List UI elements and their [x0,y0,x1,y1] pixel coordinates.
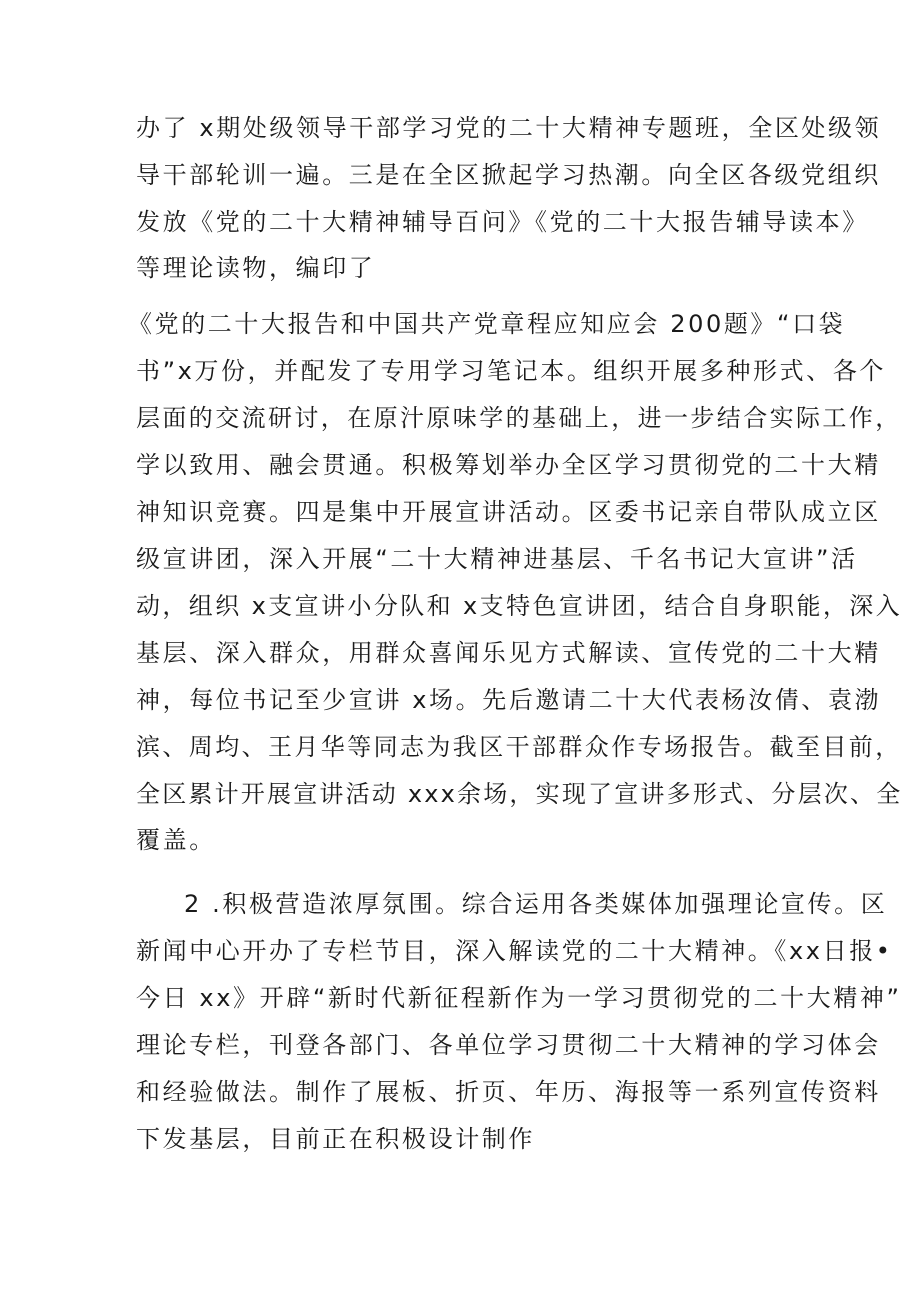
text-line-21: 和经验做法。制作了展板、折页、年历、海报等一系列宣传资料 [136,1078,881,1106]
text-line-16: 覆盖。 [136,826,216,854]
text-line-8: 学以致用、融会贯通。积极筹划举办全区学习贯彻党的二十大精 [136,451,881,479]
text-line-4: 等理论读物，编印了 [136,254,376,282]
text-line-5: 《党的二十大报告和中国共产党章程应知应会 200题》“口袋 [128,310,846,338]
text-line-11: 动，组织 x支宣讲小分队和 x支特色宣讲团，结合自身职能，深入 [136,592,903,620]
text-line-1: 办了 x期处级领导干部学习党的二十大精神专题班，全区处级领 [136,114,882,142]
text-line-14: 滨、周均、王月华等同志为我区干部群众作专场报告。截至目前， [136,733,902,761]
text-line-22: 下发基层，目前正在积极设计制作 [136,1125,535,1153]
text-line-17: 2 .积极营造浓厚氛围。综合运用各类媒体加强理论宣传。区 [184,890,888,918]
text-line-10: 级宣讲团，深入开展“二十大精神进基层、千名书记大宣讲”活 [136,545,858,573]
text-line-12: 基层、深入群众，用群众喜闻乐见方式解读、宣传党的二十大精 [136,639,881,667]
text-line-18: 新闻中心开办了专栏节目，深入解读党的二十大精神。《xx日报• [136,937,893,965]
text-line-3: 发放《党的二十大精神辅导百问》《党的二十大报告辅导读本》 [136,208,869,236]
text-line-6: 书”x万份，并配发了专用学习笔记本。组织开展多种形式、各个 [136,357,887,385]
text-line-7: 层面的交流研讨，在原汁原味学的基础上，进一步结合实际工作， [136,404,902,432]
text-line-2: 导干部轮训一遍。三是在全区掀起学习热潮。向全区各级党组织 [136,161,881,189]
text-line-19: 今日 xx》开辟“新时代新征程新作为一学习贯彻党的二十大精神” [136,984,902,1012]
text-line-15: 全区累计开展宣讲活动 xxx余场，实现了宣讲多形式、分层次、全 [136,780,903,808]
text-line-20: 理论专栏，刊登各部门、各单位学习贯彻二十大精神的学习体会 [136,1031,881,1059]
text-line-13: 神，每位书记至少宣讲 x场。先后邀请二十大代表杨汝倩、袁渤 [136,686,882,714]
text-line-9: 神知识竞赛。四是集中开展宣讲活动。区委书记亲自带队成立区 [136,498,881,526]
